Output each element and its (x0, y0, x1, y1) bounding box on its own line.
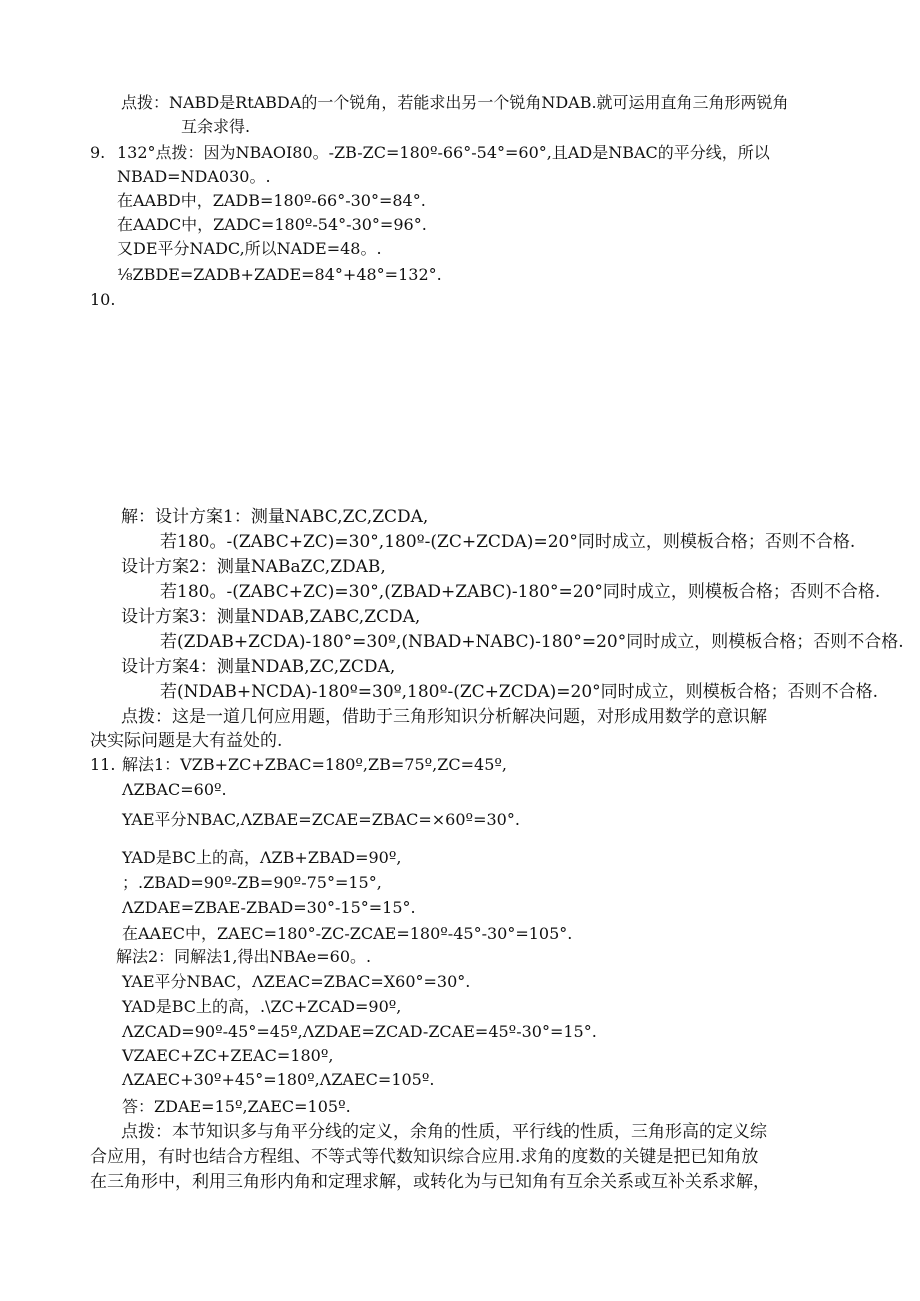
answer-line: 在AABD中，ZADB=180º-66°-30°=84°. (117, 191, 426, 210)
hint-line: 决实际问题是大有益处的. (90, 731, 283, 751)
solution-line: ΛZAEC+30º+45°=180º,ΛZAEC=105º. (122, 1070, 435, 1089)
solution-line: ΛZDAE=ZBAE-ZBAD=30°-15°=15°. (122, 898, 416, 917)
solution-line: 在AAEC中，ZAEC=180°-ZC-ZCAE=180º-45°-30°=105°. (122, 924, 573, 943)
hint-line: 在三角形中，利用三角形内角和定理求解，或转化为与已知角有互余关系或互补关系求解， (90, 1172, 770, 1192)
solution-line: ；.ZBAD=90º-ZB=90º-75°=15°, (122, 873, 382, 892)
solution-line: 设计方案4：测量NDAB,ZC,ZCDA, (121, 657, 396, 677)
solution-line: 解法2：同解法1,得出NBAe=60。. (116, 947, 372, 966)
solution-line: 设计方案3：测量NDAB,ZABC,ZCDA, (121, 607, 421, 627)
answer-line: 又DE平分NADC,所以NADE=48。. (117, 239, 382, 258)
solution-line: 解法1：VZB+ZC+ZBAC=180º,ZB=75º,ZC=45º, (122, 755, 507, 774)
solution-line: ΛZBAC=60º. (122, 780, 227, 799)
answer-line: NBAD=NDA030。. (117, 167, 271, 186)
hint-line: 点拨：NABD是RtABDA的一个锐角，若能求出另一个锐角NDAB.就可运用直角三角形两锐角 (121, 93, 789, 112)
answer-line: ⅛ZBDE=ZADB+ZADE=84°+48°=132°. (117, 265, 442, 284)
solution-line: 若(ZDAB+ZCDA)-180°=30º,(NBAD+NABC)-180°=20°同时成立，则模板合格；否则不合格. (160, 632, 904, 652)
solution-line: YAD是BC上的高，ΛZB+ZBAD=90º, (122, 848, 402, 867)
solution-line: VZAEC+ZC+ZEAC=180º, (122, 1046, 334, 1065)
solution-line: YAD是BC上的高，.\ZC+ZCAD=90º, (122, 997, 402, 1016)
hint-line: 合应用，有时也结合方程组、不等式等代数知识综合应用.求角的度数的关键是把已知角放 (90, 1147, 759, 1167)
solution-line: 设计方案2：测量NABaZC,ZDAB, (121, 557, 386, 577)
question-number: 9. (90, 143, 106, 162)
hint-line: 点拨：本节知识多与角平分线的定义，余角的性质，平行线的性质，三角形高的定义综 (121, 1122, 767, 1142)
answer-line: 132°点拨：因为NBAOI80。-ZB-ZC=180º-66°-54°=60°,且AD是NBAC的平分线，所以 (117, 143, 770, 162)
hint-line: 互余求得. (181, 117, 251, 136)
solution-line: ΛZCAD=90º-45°=45º,ΛZDAE=ZCAD-ZCAE=45º-30°=15°. (122, 1022, 597, 1041)
solution-line: 解：设计方案1：测量NABC,ZC,ZCDA, (121, 507, 429, 527)
solution-line: 若180。-(ZABC+ZC)=30°,(ZBAD+ZABC)-180°=20°同时成立，则模板合格；否则不合格. (160, 582, 881, 602)
solution-line: YAE平分NBAC，ΛZEAC=ZBAC=X60°=30°. (122, 972, 471, 991)
question-number: 10. (90, 290, 116, 309)
answer-line: 答：ZDAE=15º,ZAEC=105º. (122, 1097, 351, 1116)
hint-line: 点拨：这是一道几何应用题，借助于三角形知识分析解决问题，对形成用数学的意识解 (121, 707, 767, 727)
solution-line: 若(NDAB+NCDA)-180º=30º,180º-(ZC+ZCDA)=20°同时成立，则模板合格；否则不合格. (160, 682, 879, 702)
solution-line: YAE平分NBAC,ΛZBAE=ZCAE=ZBAC=×60º=30°. (122, 810, 520, 829)
question-number: 11. (90, 755, 116, 774)
solution-line: 若180。-(ZABC+ZC)=30°,180º-(ZC+ZCDA)=20°同时成立，则模板合格；否则不合格. (160, 532, 856, 552)
answer-line: 在AADC中，ZADC=180º-54°-30°=96°. (117, 215, 427, 234)
